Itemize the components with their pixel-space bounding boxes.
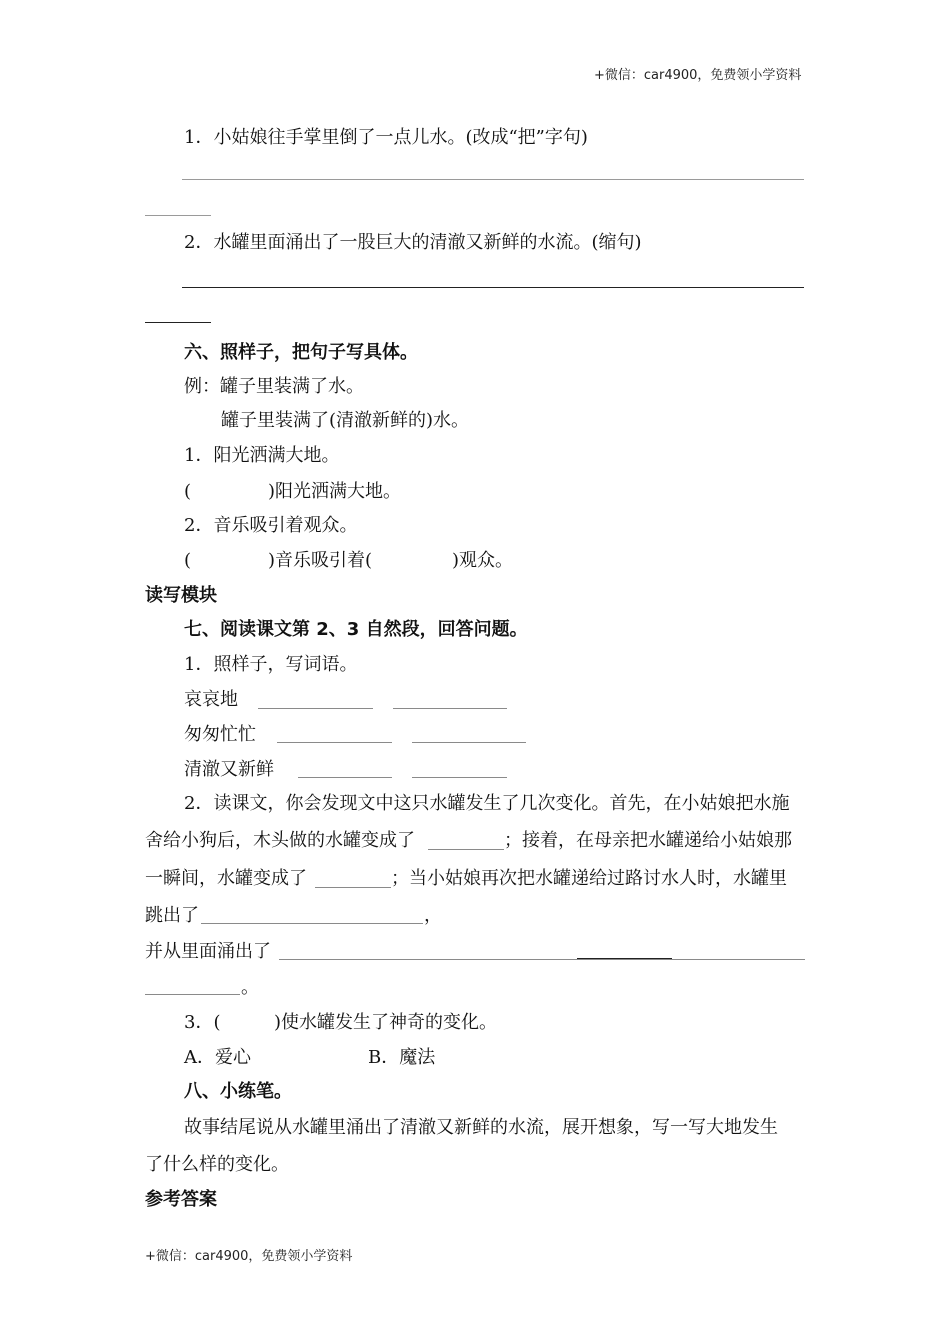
answer-blank bbox=[201, 923, 423, 924]
question-2-line: ；当小姑娘再次把水罐递给过路讨水人时，水罐里 bbox=[391, 868, 787, 889]
question-2-line: ， bbox=[424, 905, 442, 926]
fill-paren-open: ( bbox=[184, 481, 192, 502]
fill-sentence-2a: )音乐吸引着( bbox=[268, 550, 373, 571]
answer-blank bbox=[412, 742, 526, 743]
fill-paren-open: ( bbox=[184, 550, 192, 571]
question-2-line: 并从里面涌出了 bbox=[145, 941, 271, 962]
answer-blank bbox=[428, 849, 504, 850]
question-2-line: 舍给小狗后，木头做的水罐变成了 bbox=[145, 830, 415, 851]
sentence-end: 。 bbox=[241, 977, 259, 998]
answer-line bbox=[182, 287, 804, 288]
section-heading-8: 八、小练笔。 bbox=[184, 1081, 292, 1102]
question-1: 1．照样子，写词语。 bbox=[184, 654, 358, 675]
question-2-line: ；接着，在母亲把水罐递给小姑娘那 bbox=[504, 830, 792, 851]
question-shorten-sentence: 2．水罐里面涌出了一股巨大的清澈又新鲜的水流。(缩句) bbox=[184, 232, 642, 253]
option-a: A．爱心 bbox=[184, 1047, 251, 1068]
question-3: 3．( bbox=[184, 1012, 221, 1033]
writing-prompt: 故事结尾说从水罐里涌出了清澈又新鲜的水流，展开想象，写一写大地发生 bbox=[184, 1117, 778, 1138]
option-b: B．魔法 bbox=[368, 1047, 436, 1068]
fill-sentence-1: )阳光洒满大地。 bbox=[268, 481, 402, 502]
question-rewrite-ba: 1．小姑娘往手掌里倒了一点儿水。(改成“把”字句) bbox=[184, 127, 588, 148]
example-sentence: 例：罐子里装满了水。 bbox=[184, 376, 364, 397]
answer-blank bbox=[315, 887, 391, 888]
answers-title: 参考答案 bbox=[145, 1189, 217, 1210]
question-2-line: 跳出了 bbox=[145, 905, 199, 926]
answer-line-continued bbox=[145, 215, 211, 216]
answer-blank bbox=[279, 959, 805, 960]
answer-blank bbox=[412, 777, 507, 778]
answer-blank bbox=[298, 777, 392, 778]
watermark-bottom: +微信：car4900，免费领小学资料 bbox=[145, 1249, 353, 1264]
word-example: 匆匆忙忙 bbox=[184, 724, 256, 745]
answer-blank bbox=[258, 708, 373, 709]
answer-line-continued bbox=[145, 322, 211, 323]
word-example: 哀哀地 bbox=[184, 689, 238, 710]
answer-blank bbox=[393, 708, 507, 709]
answer-line bbox=[182, 179, 804, 180]
word-example: 清澈又新鲜 bbox=[184, 759, 274, 780]
answer-blank-segment bbox=[577, 958, 672, 959]
fill-sentence-2b: )观众。 bbox=[452, 550, 514, 571]
section-heading-6: 六、照样子，把句子写具体。 bbox=[184, 342, 418, 363]
question-2-line: 2．读课文，你会发现文中这只水罐发生了几次变化。首先，在小姑娘把水施 bbox=[184, 793, 790, 814]
watermark-top: +微信：car4900，免费领小学资料 bbox=[594, 68, 802, 83]
section-heading-7: 七、阅读课文第 2、3 自然段，回答问题。 bbox=[184, 619, 528, 640]
question-1: 1．阳光洒满大地。 bbox=[184, 445, 340, 466]
question-2: 2．音乐吸引着观众。 bbox=[184, 515, 358, 536]
writing-prompt-continued: 了什么样的变化。 bbox=[145, 1154, 289, 1175]
question-2-line: 一瞬间，水罐变成了 bbox=[145, 868, 307, 889]
module-title: 读写模块 bbox=[145, 585, 217, 606]
question-3-text: )使水罐发生了神奇的变化。 bbox=[274, 1012, 498, 1033]
answer-blank bbox=[277, 742, 392, 743]
example-answer: 罐子里装满了(清澈新鲜的)水。 bbox=[221, 410, 470, 431]
answer-blank bbox=[145, 994, 240, 995]
